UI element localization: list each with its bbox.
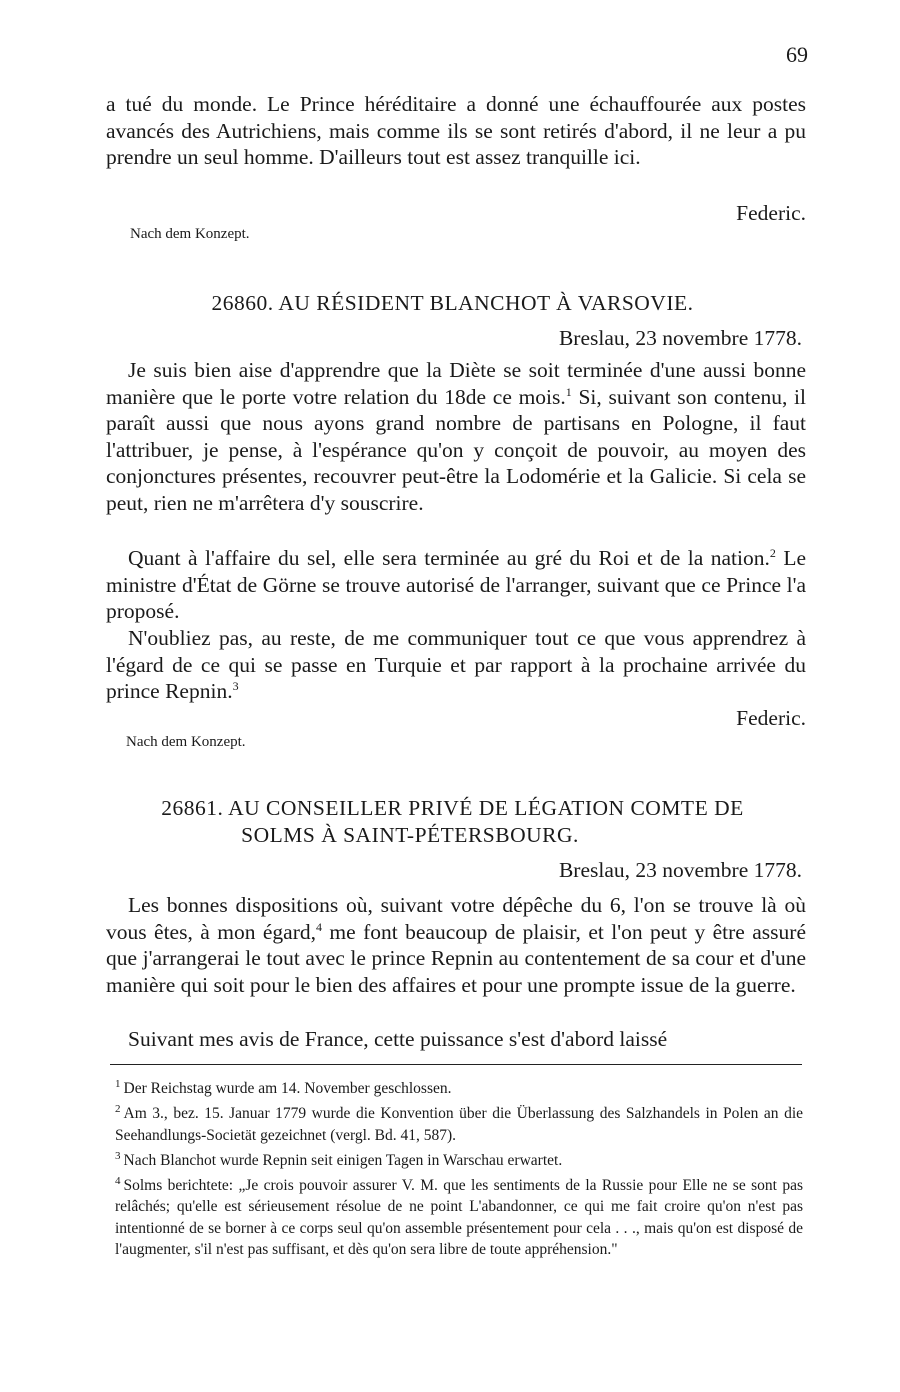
letter-26861-dateline: Breslau, 23 novembre 1778. <box>558 858 802 882</box>
letter-26861-heading-line-2: SOLMS À SAINT-PÉTERSBOURG. <box>241 823 579 847</box>
footnote-ref-2: 2 <box>769 546 776 560</box>
footnote-ref-4: 4 <box>315 919 322 934</box>
footnote-3 <box>115 1146 803 1171</box>
text: Quant à l'affaire du sel, elle sera terminée au gré du Roi et de la nation. <box>128 546 770 570</box>
letter-26861-paragraph-2: Suivant mes avis de France, cette puissance s'est d'abord laissé <box>128 1027 668 1051</box>
letter-26860-heading: 26860. AU RÉSIDENT BLANCHOT À VARSOVIE. <box>211 291 694 315</box>
text: me font beaucoup de plaisir, et l'on peut y être assuré que j'arrangerai le tout avec le prince Repnin au contentement de sa cour et d'une manière qui soit pour le bien des affaires et pour une prompte issue de la guerre. <box>106 919 806 997</box>
footnote-number: 4 <box>115 1175 121 1188</box>
footnote-4 <box>115 1171 803 1260</box>
intro-source-note: Nach dem Konzept. <box>130 226 250 242</box>
text: N'oubliez pas, au reste, de me communiquer tout ce que vous apprendrez à l'égard de ce qui se passe en Turquie et par rapport à la prochaine arrivée du prince Repnin. <box>106 626 806 703</box>
letter-26861-paragraph-1 <box>106 892 806 998</box>
footnote-text: Nach Blanchot wurde Repnin seit einigen Tagen in Warschau erwartet. <box>123 1151 563 1169</box>
footnote-ref-1: 1 <box>565 384 572 399</box>
text: Le ministre d'État de Görne se trouve autorisé de l'arranger, suivant que ce Prince l'a proposé. <box>106 546 806 623</box>
footnote-number: 2 <box>115 1103 121 1116</box>
letter-26860-source-note: Nach dem Konzept. <box>126 734 246 750</box>
footnote-divider <box>110 1064 802 1065</box>
footnote-2 <box>115 1099 803 1146</box>
text: Si, suivant son contenu, il paraît aussi que nous ayons grand nombre de partisans en Pologne, il faut l'attribuer, je pense, à l'espérance qu'on y conçoit de pouvoir, au moyen des conjonctures présentes, recouvrer peut-être la Lodomérie et la Galicie. Si cela se peut, rien ne m'arrêtera d'y souscrire. <box>106 384 806 515</box>
text: Les bonnes dispositions où, suivant votre dépêche du 6, l'on se trouve là où vous êtes, à mon égard, <box>106 893 806 944</box>
letter-26860-signature: Federic. <box>736 706 806 730</box>
footnote-1 <box>115 1074 803 1099</box>
footnote-text: Der Reichstag wurde am 14. November geschlossen. <box>123 1080 452 1097</box>
intro-signature: Federic. <box>736 201 806 225</box>
footnotes <box>115 1074 803 1260</box>
footnote-ref-3: 3 <box>232 679 239 693</box>
intro-paragraph: a tué du monde. Le Prince héréditaire a donné une échauffourée aux postes avancés des Autrichiens, mais comme ils se sont retirés d'abord, il ne leur a pu prendre un seul homme. D'ailleurs tout est assez tranquille ici. <box>106 92 806 169</box>
footnote-number: 1 <box>115 1078 121 1090</box>
letter-26860-paragraph-3 <box>106 625 806 705</box>
letter-26860-dateline: Breslau, 23 novembre 1778. <box>558 326 802 350</box>
page-number: 69 <box>786 42 808 67</box>
letter-26860-paragraph-1 <box>106 357 806 516</box>
footnote-text: Am 3., bez. 15. Januar 1779 wurde die Konvention über die Überlassung des Salzhandels in Polen an die Seehandlungs-Societät gezeichnet (vergl. Bd. 41, 587). <box>115 1105 803 1144</box>
text: Je suis bien aise d'apprendre que la Diète se soit terminée d'une aussi bonne manière que le porte votre relation du 18de ce mois. <box>106 358 806 409</box>
letter-26861-heading-line-1: 26861. AU CONSEILLER PRIVÉ DE LÉGATION COMTE DE <box>161 796 744 820</box>
footnote-number: 3 <box>115 1149 121 1162</box>
letter-26860-paragraph-2 <box>106 545 806 625</box>
footnote-text: Solms berichtete: „Je crois pouvoir assurer V. M. que les sentiments de la Russie pour Elle ne se sont pas relâchés; qu'elle est sérieusement résolue de ne point L'abandonner, ce qui me fait croire qu'on n'est pas intentionné de se borner à ce corps seul qu'on assemble présentement pour cela . . ., mais qu'on est disposé de l'augmenter, s'il n'est pas suffisant, et dès qu'on sera libre de toute appréhension." <box>115 1177 803 1259</box>
